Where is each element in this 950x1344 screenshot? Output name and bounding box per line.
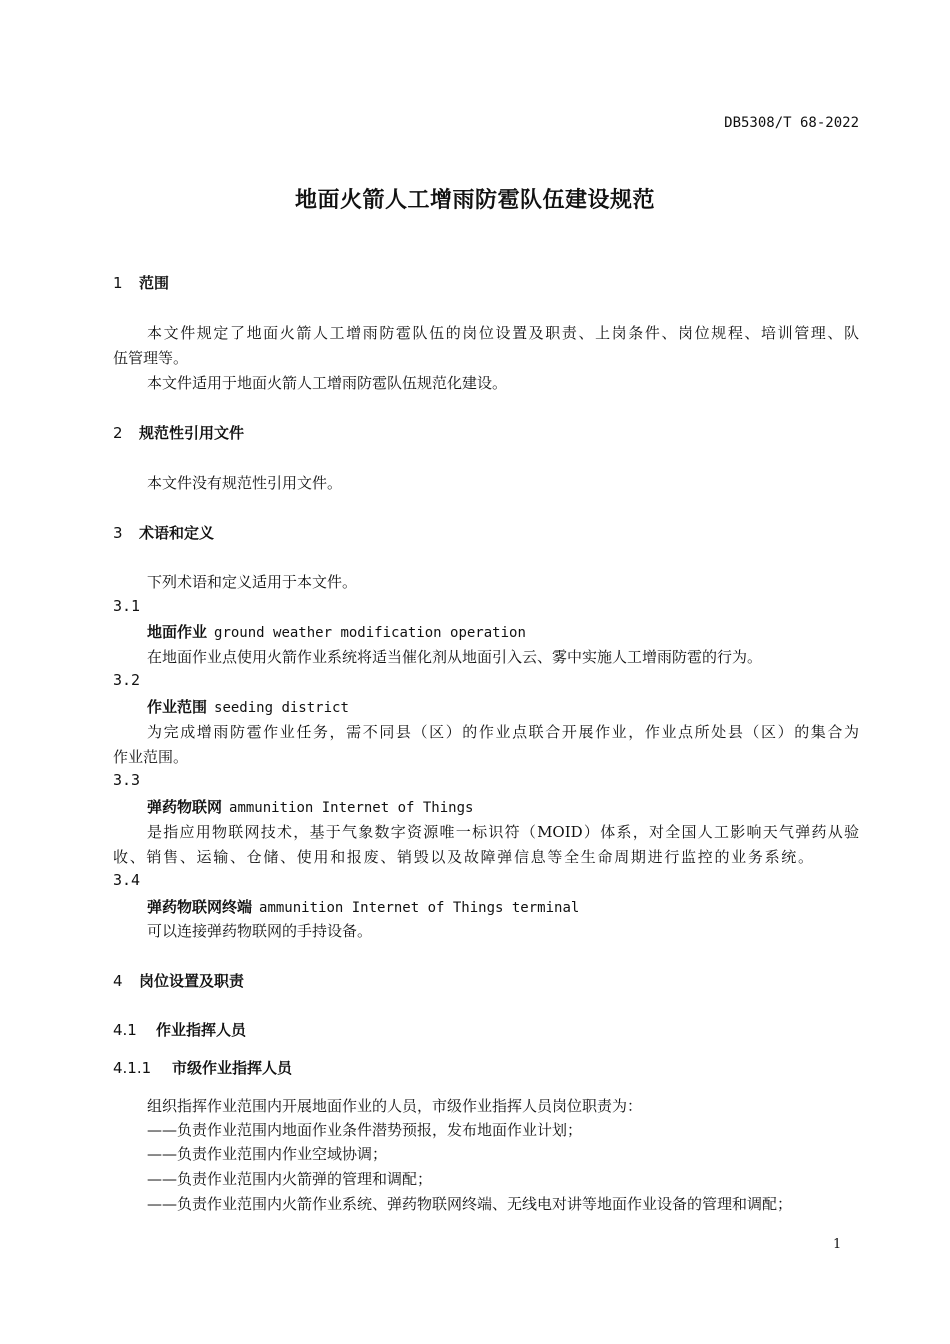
paragraph: 本文件没有规范性引用文件。 [147,474,343,492]
section-title: 岗位设置及职责 [139,972,245,990]
term-entry [147,696,349,717]
term-entry [147,796,473,817]
term-definition-cont: 收、销售、运输、仓储、使用和报废、销毁以及故障弹信息等全生命周期进行监控的业务系统。 [113,848,813,866]
paragraph: 本文件适用于地面火箭人工增雨防雹队伍规范化建设。 [147,374,508,392]
list-item: ——负责作业范围内火箭弹的管理和调配； [147,1170,433,1188]
term-chinese: 弹药物联网 [147,798,223,816]
section-title: 范围 [139,274,170,292]
paragraph: 下列术语和定义适用于本文件。 [147,573,358,591]
section-3-heading [113,522,214,543]
section-number: 4 [113,972,123,990]
subsection-4-1-1-heading [113,1057,292,1078]
term-definition: 为完成增雨防雹作业任务，需不同县（区）的作业点联合开展作业，作业点所处县（区）的集合为 [147,723,859,741]
list-item: ——负责作业范围内火箭作业系统、弹药物联网终端、无线电对讲等地面作业设备的管理和调配； [147,1195,793,1213]
term-chinese: 弹药物联网终端 [147,898,253,916]
term-number: 3.3 [113,771,141,789]
section-number: 4.1 [113,1021,137,1039]
term-english: ammunition Internet of Things terminal [259,900,580,916]
term-definition: 在地面作业点使用火箭作业系统将适当催化剂从地面引入云、雾中实施人工增雨防雹的行为。 [147,648,763,666]
term-number: 3.1 [113,597,141,615]
subsection-4-1-heading [113,1019,246,1040]
document-title: 地面火箭人工增雨防雹队伍建设规范 [294,188,655,213]
section-number: 1 [113,274,123,292]
section-title: 市级作业指挥人员 [172,1059,293,1077]
term-chinese: 作业范围 [147,698,208,716]
section-title: 作业指挥人员 [156,1021,247,1039]
term-english: ammunition Internet of Things [229,800,474,816]
section-1-heading [113,272,169,293]
paragraph: 组织指挥作业范围内开展地面作业的人员，市级作业指挥人员岗位职责为： [147,1097,643,1115]
page-number: 1 [833,1237,842,1252]
term-number: 3.4 [113,871,141,889]
term-english: seeding district [214,700,349,716]
term-entry [147,621,526,642]
section-title: 术语和定义 [139,524,215,542]
term-number: 3.2 [113,671,141,689]
term-definition: 是指应用物联网技术，基于气象数字资源唯一标识符（MOID）体系，对全国人工影响天气弹药从验 [147,823,859,841]
standard-number: DB5308/T 68-2022 [724,115,859,131]
section-4-heading [113,970,244,991]
paragraph: 伍管理等。 [113,349,189,367]
section-title: 规范性引用文件 [139,424,245,442]
list-item: ——负责作业范围内作业空域协调； [147,1145,388,1163]
section-number: 3 [113,524,123,542]
paragraph: 本文件规定了地面火箭人工增雨防雹队伍的岗位设置及职责、上岗条件、岗位规程、培训管理、队 [147,324,859,342]
term-english: ground weather modification operation [214,625,526,641]
term-entry [147,896,579,917]
section-2-heading [113,422,244,443]
term-definition: 可以连接弹药物联网的手持设备。 [147,922,373,940]
term-definition-cont: 作业范围。 [113,748,189,766]
section-number: 2 [113,424,123,442]
term-chinese: 地面作业 [147,623,208,641]
section-number: 4.1.1 [113,1059,152,1077]
list-item: ——负责作业范围内地面作业条件潜势预报，发布地面作业计划； [147,1121,583,1139]
